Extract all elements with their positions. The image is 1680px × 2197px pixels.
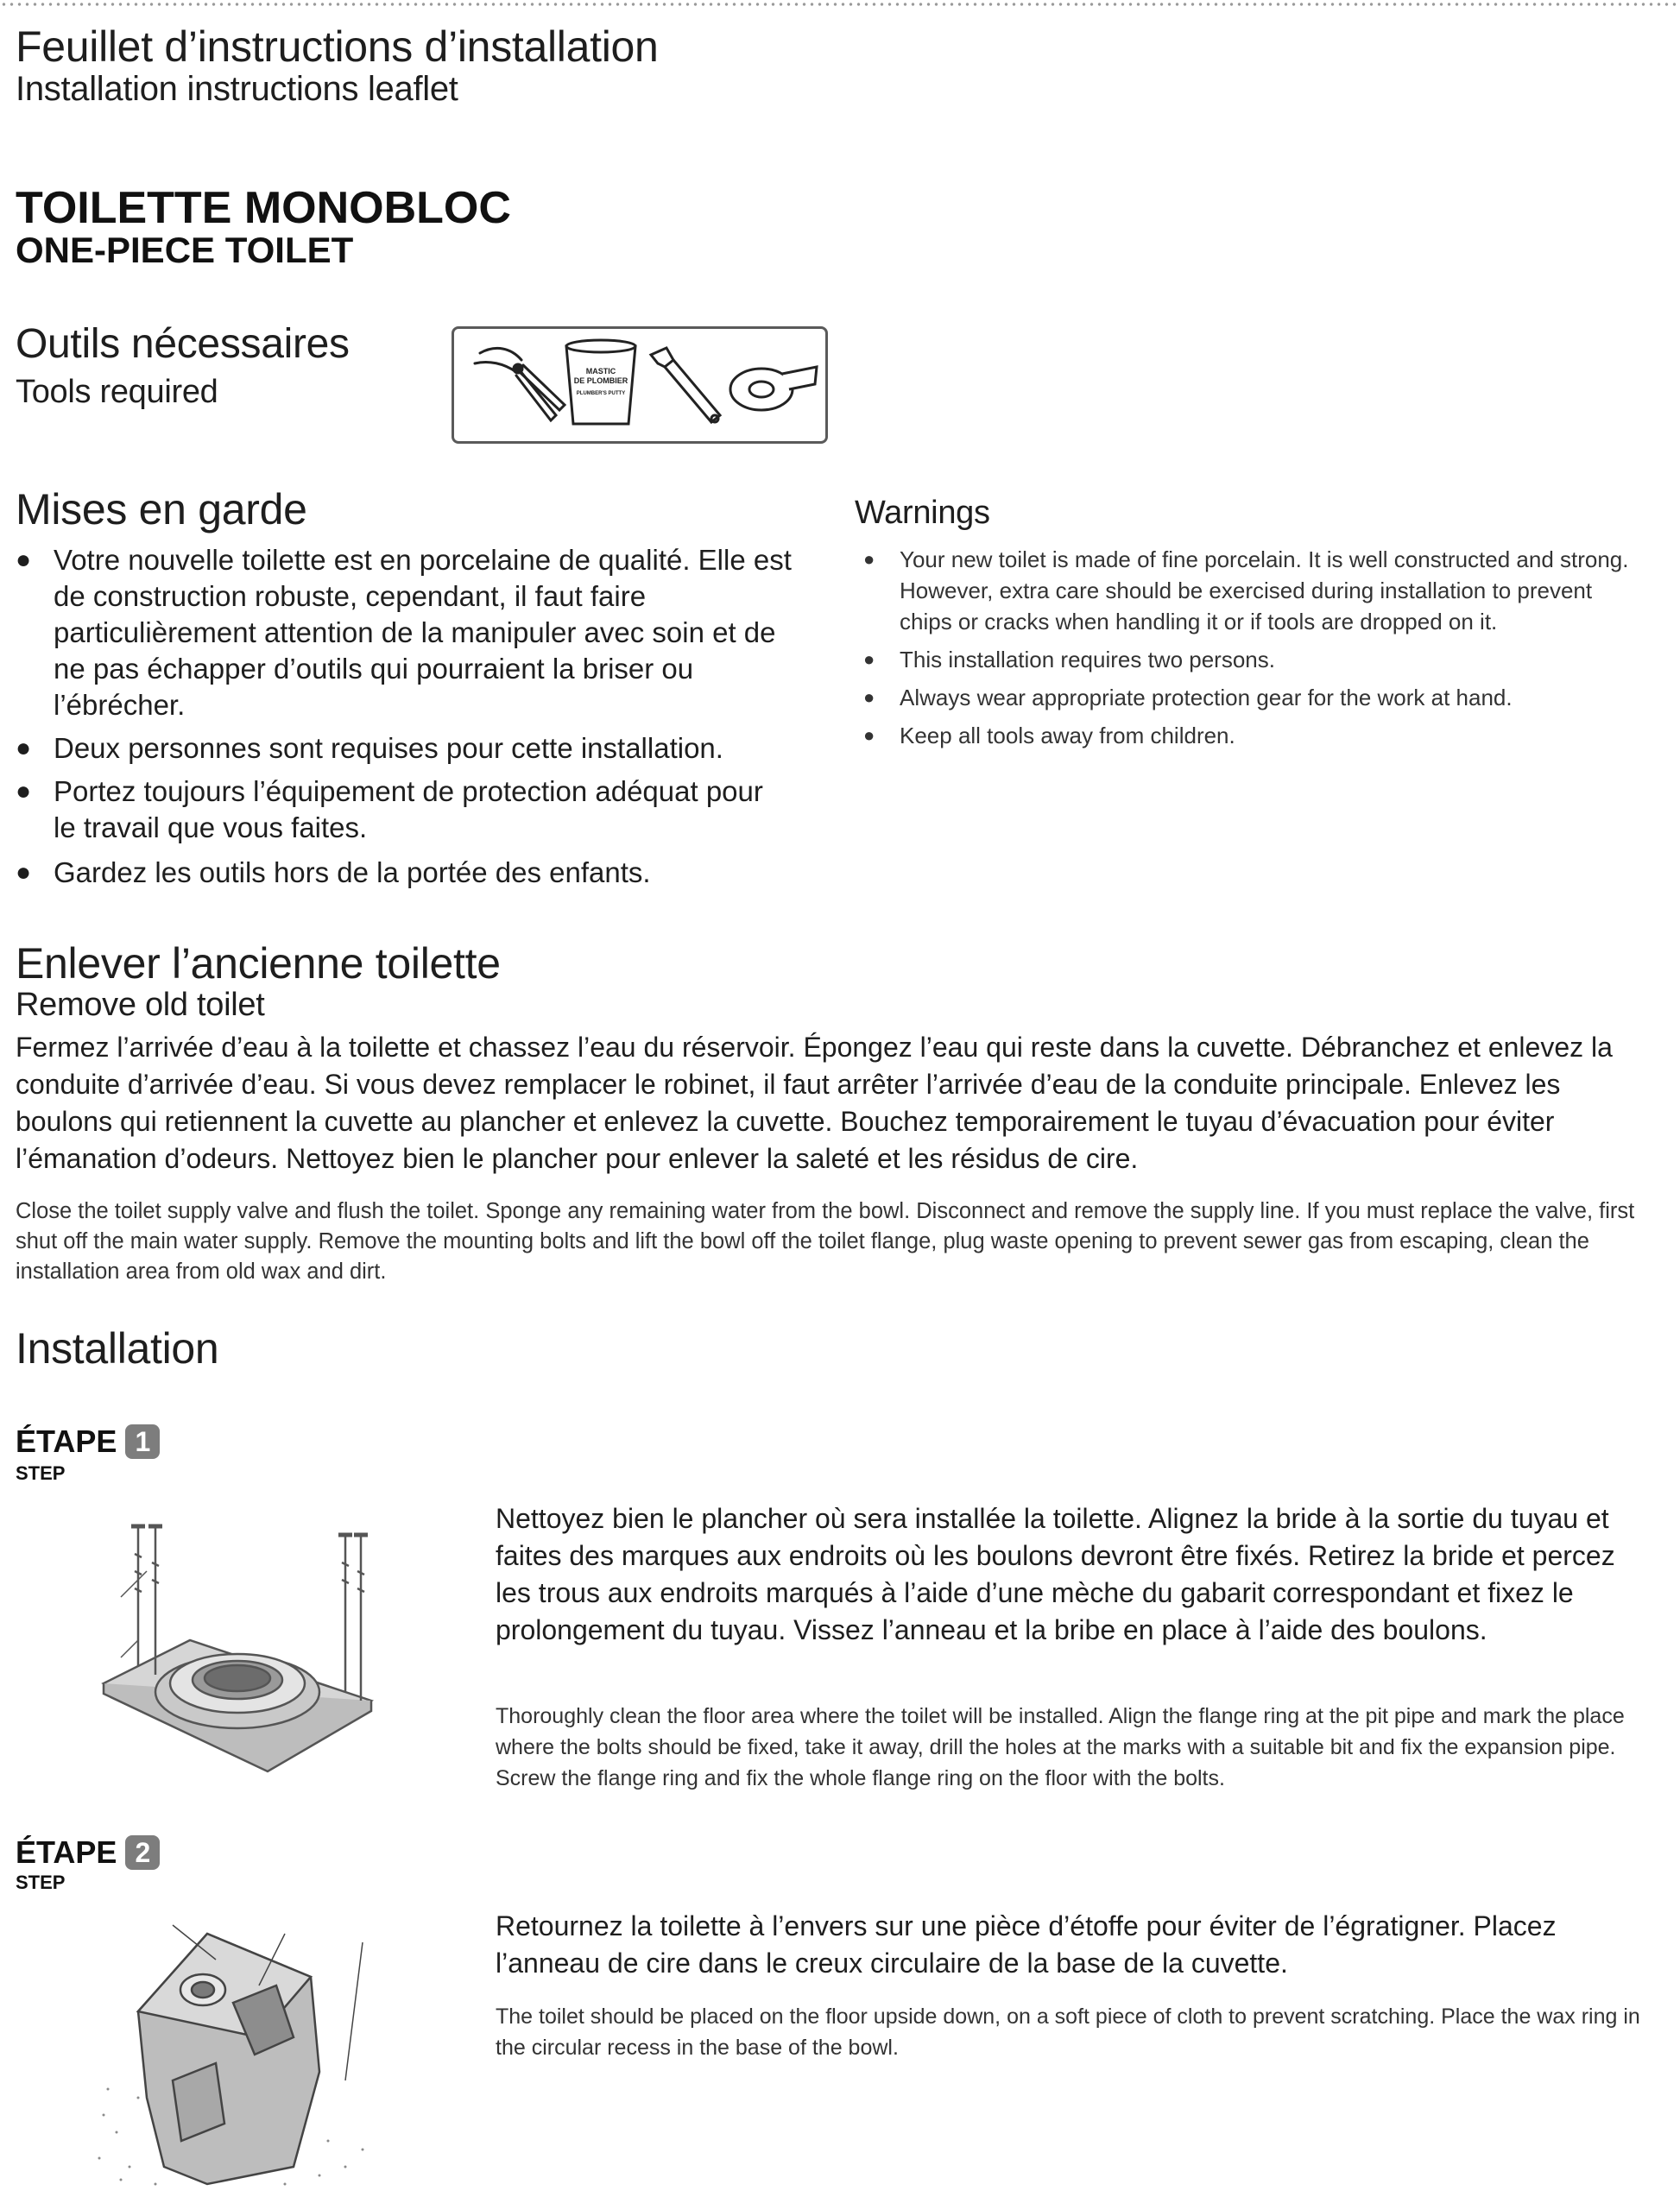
list-item: ● Keep all tools away from children. <box>863 720 1640 751</box>
top-dotted-rule <box>0 2 1680 7</box>
list-item: ● Deux personnes sont requises pour cette installation. <box>16 730 793 767</box>
product-subtitle: ONE-PIECE TOILET <box>16 230 354 270</box>
putty-label-en: PLUMBER'S PUTTY <box>576 391 626 396</box>
tools-illustration-box <box>452 326 828 444</box>
remove-heading: Enlever l’ancienne toilette <box>16 939 501 988</box>
tools-heading: Outils nécessaires <box>16 321 350 367</box>
warnings-heading-fr: Mises en garde <box>16 485 307 533</box>
bullet-icon: ● <box>16 546 32 574</box>
upside-down-toilet-illustration <box>86 1908 388 2193</box>
step-1-sublabel: STEP <box>16 1462 66 1484</box>
putty-label-line1: MASTIC <box>585 367 616 376</box>
remove-subheading: Remove old toilet <box>16 987 265 1023</box>
bullet-icon: ● <box>863 548 875 570</box>
flange-ring-illustration <box>86 1502 380 1796</box>
list-item: ● Gardez les outils hors de la portée des enfants. <box>16 855 793 891</box>
warnings-list-fr <box>16 542 793 898</box>
product-title: TOILETTE MONOBLOC <box>16 183 511 233</box>
putty-tub-icon <box>566 340 635 424</box>
list-item: ● This installation requires two persons. <box>863 644 1640 675</box>
list-item: ● Votre nouvelle toilette est en porcelaine de qualité. Elle est de construction robuste, cependant, il faut faire particulièrement attention de la manipuler avec soin et de ne pas échapper d’outils qui pourraient la briser ou l’ébrécher. <box>16 544 792 721</box>
bullet-icon: ● <box>16 777 32 805</box>
installation-heading: Installation <box>16 1324 219 1373</box>
warnings-heading-en: Warnings <box>855 495 990 531</box>
adjustable-wrench-icon <box>651 348 720 422</box>
tools-subheading: Tools required <box>16 374 218 410</box>
remove-text-en: Close the toilet supply valve and flush the toilet. Sponge any remaining water from the bowl. Disconnect and remove the supply line. If you must replace the valve, first shut off the main water supply. Remove the mounting bolts and lift the bowl off the toilet flange, plug waste opening to prevent sewer gas from escaping, clean the installation area from old wax and dirt. <box>16 1199 1635 1284</box>
step-2-text-fr: Retournez la toilette à l’envers sur une pièce d’étoffe pour éviter de l’égratigner. Placez l’anneau de cire dans le creux circulaire de la base de la cuvette. <box>496 1910 1557 1979</box>
step-2-sublabel: STEP <box>16 1872 66 1893</box>
teflon-tape-icon <box>730 367 817 410</box>
warnings-list-en <box>863 544 1640 758</box>
step-1-text-en: Thoroughly clean the floor area where the toilet will be installed. Align the flange ring at the pit pipe and mark the place where the bolts should be fixed, take it away, drill the holes at the marks with a suitable bit and fix the expansion pipe. Screw the flange ring and fix the whole flange ring on the floor with the bolts. <box>496 1704 1625 1790</box>
step-number-badge: 1 <box>125 1424 160 1459</box>
bullet-icon: ● <box>863 648 875 670</box>
pliers-icon <box>475 348 565 420</box>
step-2-label: ÉTAPE 2 <box>16 1835 160 1870</box>
step-2-text-en: The toilet should be placed on the floor upside down, on a soft piece of cloth to prevent scratching. Place the wax ring in the circular recess in the base of the bowl. <box>496 2004 1640 2060</box>
document-subtitle: Installation instructions leaflet <box>16 70 458 108</box>
step-1-text-fr: Nettoyez bien le plancher où sera installée la toilette. Alignez la bride à la sortie du tuyau et faites des marques aux endroits où les boulons devront être fixés. Retirez la bride et percez les trous aux endroits marqués à l’aide d’une mèche du gabarit correspondant et fixez le prolongement du tuyau. Vissez l’anneau et la bribe en place à l’aide des boulons. <box>496 1503 1615 1645</box>
bullet-icon: ● <box>863 686 875 708</box>
document-title: Feuillet d’instructions d’installation <box>16 22 659 71</box>
remove-text-fr: Fermez l’arrivée d’eau à la toilette et chassez l’eau du réservoir. Épongez l’eau qui reste dans la cuvette. Débranchez et enlevez la conduite d’arrivée d’eau. Si vous devez remplacer le robinet, il faut arrêter l’arrivée d’eau de la conduite principale. Enlevez les boulons qui retiennent la cuvette au plancher et enlevez la cuvette. Bouchez temporairement le tuyau d’évacuation pour éviter l’émanation d’odeurs. Nettoyez bien le plancher pour enlever la saleté et les résidus de cire. <box>16 1032 1613 1174</box>
list-item: ● Always wear appropriate protection gear for the work at hand. <box>863 682 1640 713</box>
list-item: ● Your new toilet is made of fine porcelain. It is well constructed and strong. However, extra care should be exercised during installation to prevent chips or cracks when handling it or if tools are dropped on it. <box>863 544 1640 637</box>
putty-label-line2: DE PLOMBIER <box>573 376 628 385</box>
step-1-label: ÉTAPE 1 <box>16 1424 160 1459</box>
bullet-icon: ● <box>863 724 875 746</box>
list-item: ● Portez toujours l’équipement de protection adéquat pour le travail que vous faites. <box>16 775 763 843</box>
step-number-badge: 2 <box>125 1835 160 1870</box>
bullet-icon: ● <box>16 734 32 762</box>
bullet-icon: ● <box>16 858 32 887</box>
